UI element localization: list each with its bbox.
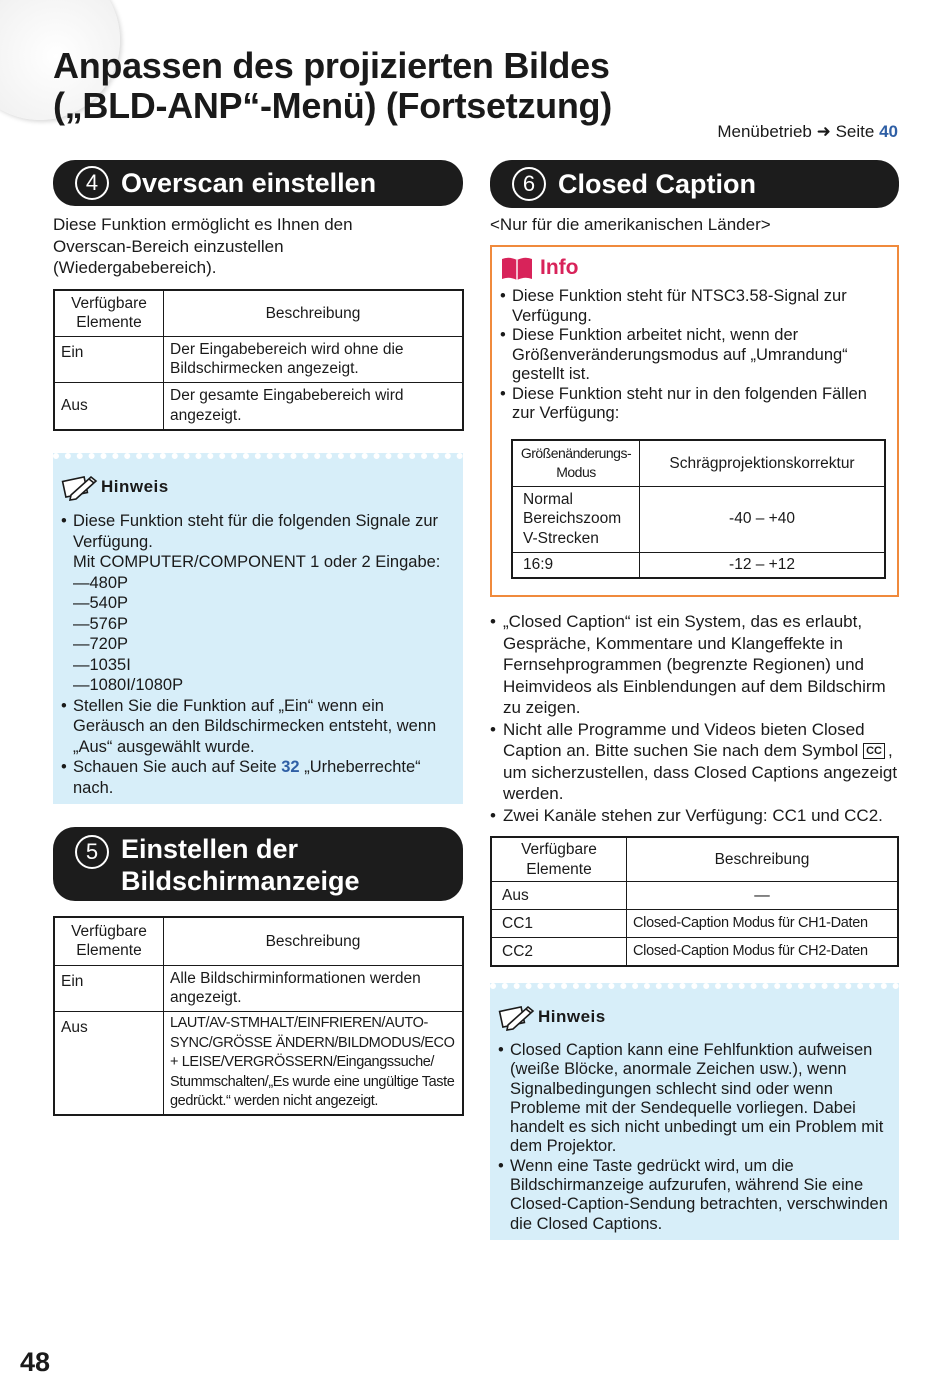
table-cell-description: Der Eingabebereich wird ohne die Bildschirmecken angezeigt. bbox=[164, 336, 464, 382]
note-text: „Urheberrechte“ nach. bbox=[73, 758, 421, 797]
info-header bbox=[500, 255, 889, 281]
section5-title-line1: Einstellen der bbox=[121, 834, 299, 864]
list-item bbox=[61, 757, 453, 798]
table-header-row bbox=[491, 837, 898, 882]
list-item bbox=[61, 511, 453, 696]
closed-caption-icon: CC bbox=[863, 743, 885, 759]
note-title: Hinweis bbox=[538, 1007, 606, 1026]
info-title: Info bbox=[540, 256, 579, 279]
menu-reference bbox=[717, 122, 898, 142]
page-title-line2: („BLD-ANP“-Menü) (Fortsetzung) bbox=[53, 85, 612, 126]
table-header-items: Verfügbare Elemente bbox=[54, 917, 164, 965]
signal-item: —720P bbox=[73, 635, 129, 653]
table-cell-item: CC2 bbox=[491, 938, 627, 966]
page-link[interactable]: 32 bbox=[281, 758, 300, 776]
table-header-description: Beschreibung bbox=[164, 917, 464, 965]
list-item: • Closed Caption kann eine Fehlfunktion aufweisen (weiße Blöcke, anormale Zeichen usw.), wenn Signalbedingungen schlecht sind oder wenn Probleme mit der Sendequelle vorliegen. Dabei handelt es sich nicht unbedingt um ein Problem mit dem Projektor. bbox=[498, 1041, 889, 1157]
section4-title: Overscan einstellen bbox=[121, 167, 377, 198]
bullet-text: Nicht alle Programme und Videos bieten Closed Caption an. Bitte suchen Sie nach dem Symbol bbox=[503, 719, 865, 760]
table-cell-item: Ein bbox=[54, 965, 164, 1011]
table-cell-description: — bbox=[627, 882, 899, 910]
table-header-items: Verfügbare Elemente bbox=[54, 290, 164, 336]
table-row bbox=[491, 910, 898, 938]
note-text: Diese Funktion steht für die folgenden Signale zur Verfügung. bbox=[73, 512, 439, 551]
section6-header bbox=[490, 160, 899, 208]
bullet-text: , um sicherzustellen, dass Closed Captions angezeigt werden. bbox=[503, 741, 898, 803]
table-cell-description: Closed-Caption Modus für CH1-Daten bbox=[627, 910, 899, 938]
table-cell-mode: 16:9 bbox=[512, 552, 640, 578]
note-box-1 bbox=[53, 453, 463, 804]
section4-intro: Diese Funktion ermöglicht es Ihnen den Overscan-Bereich einzustellen (Wiedergabebereich). bbox=[53, 215, 353, 277]
section5-header bbox=[53, 827, 463, 901]
menu-ref-page-link[interactable]: 40 bbox=[879, 122, 898, 141]
section4-table bbox=[53, 289, 464, 431]
list-item: • Wenn eine Taste gedrückt wird, um die Bildschirmanzeige aufzurufen, während Sie eine Closed-Caption-Sendung betrachten, verschwinden die Closed Captions. bbox=[498, 1157, 889, 1234]
table-cell-description: Alle Bildschirminformationen werden angezeigt. bbox=[164, 965, 464, 1011]
table-header-description: Beschreibung bbox=[627, 837, 899, 882]
table-cell-description: LAUT/AV-STMHALT/EINFRIEREN/AUTO-SYNC/GRÖSSE ÄNDERN/BILDMODUS/ECO + LEISE/VERGRÖSSERN/Eingangssuche/ Stummschalten/„Es wurde eine ungültige Taste gedrückt.“ werden nicht angezeigt. bbox=[164, 1011, 464, 1115]
note-header bbox=[498, 1003, 889, 1031]
note-text: Schauen Sie auch auf Seite bbox=[73, 758, 277, 776]
signal-item: —1035I bbox=[73, 655, 131, 674]
list-item: • Zwei Kanäle stehen zur Verfügung: CC1 und CC2. bbox=[490, 805, 899, 827]
table-header-mode: Größenänderungs-Modus bbox=[512, 440, 640, 486]
pencil-note-icon bbox=[61, 473, 99, 501]
table-cell-item: CC1 bbox=[491, 910, 627, 938]
section6-bullet-list bbox=[490, 611, 899, 826]
table-cell-description: Der gesamte Eingabebereich wird angezeigt. bbox=[164, 382, 464, 430]
table-cell-value: -40 – +40 bbox=[640, 486, 886, 552]
signal-item: —480P bbox=[73, 573, 129, 592]
table-cell-item: Aus bbox=[54, 382, 164, 430]
mode-label: V-Strecken bbox=[523, 529, 599, 547]
section4-header bbox=[53, 160, 463, 206]
page-number: 48 bbox=[20, 1347, 51, 1377]
table-header-description: Beschreibung bbox=[164, 290, 464, 336]
table-cell-item: Ein bbox=[54, 336, 164, 382]
table-header-row bbox=[54, 290, 463, 336]
info-table bbox=[511, 439, 886, 579]
page-title bbox=[53, 46, 612, 126]
info-box bbox=[490, 245, 899, 597]
menu-ref-page-label: Seite bbox=[835, 122, 875, 141]
table-row bbox=[512, 552, 885, 578]
book-icon bbox=[500, 255, 534, 281]
note-text: Mit COMPUTER/COMPONENT 1 oder 2 Eingabe: bbox=[73, 553, 441, 571]
signal-item: —1080I/1080P bbox=[73, 676, 184, 694]
list-item: • Diese Funktion steht nur in den folgenden Fällen zur Verfügung: bbox=[500, 385, 889, 424]
table-header-correction: Schrägprojektionskorrektur bbox=[640, 440, 886, 486]
pencil-note-icon bbox=[498, 1003, 536, 1031]
table-row bbox=[491, 938, 898, 966]
mode-label: Normal bbox=[523, 490, 573, 508]
section5-number: 5 bbox=[75, 835, 109, 869]
note-title: Hinweis bbox=[101, 477, 169, 496]
section5-table bbox=[53, 916, 464, 1116]
signal-item: —576P bbox=[73, 614, 129, 633]
section6-subtitle: <Nur für die amerikanischen Länder> bbox=[490, 215, 771, 234]
list-item: • „Closed Caption“ ist ein System, das es erlaubt, Gespräche, Kommentare und Klangeffekte in Fernsehprogrammen (begrenzte Regionen) und Heimvideos als Einblendungen auf dem Bildschirm zu zeigen. bbox=[490, 611, 899, 719]
table-row bbox=[54, 1011, 463, 1115]
page-title-line1: Anpassen des projizierten Bildes bbox=[53, 45, 610, 86]
table-row bbox=[54, 336, 463, 382]
note-bullet-list bbox=[498, 1041, 889, 1234]
table-row bbox=[512, 486, 885, 552]
arrow-right-icon: ➜ bbox=[816, 122, 831, 141]
section5-title bbox=[121, 833, 360, 897]
table-cell-mode bbox=[512, 486, 640, 552]
table-header-row bbox=[512, 440, 885, 486]
table-header-row bbox=[54, 917, 463, 965]
section5-title-line2: Bildschirmanzeige bbox=[121, 866, 360, 896]
signal-item: —540P bbox=[73, 594, 129, 612]
table-cell-description: Closed-Caption Modus für CH2-Daten bbox=[627, 938, 899, 966]
section6-table bbox=[490, 836, 899, 967]
table-header-items: Verfügbare Elemente bbox=[491, 837, 627, 882]
note-header bbox=[61, 473, 453, 501]
table-cell-item: Aus bbox=[491, 882, 627, 910]
table-row bbox=[54, 382, 463, 430]
table-row bbox=[491, 882, 898, 910]
table-row bbox=[54, 965, 463, 1011]
list-item: • Diese Funktion steht für NTSC3.58-Signal zur Verfügung. bbox=[500, 287, 889, 326]
table-cell-value: -12 – +12 bbox=[640, 552, 886, 578]
note-bullet-list bbox=[61, 511, 453, 798]
table-cell-item: Aus bbox=[54, 1011, 164, 1115]
note-box-2 bbox=[490, 983, 899, 1240]
section6-number: 6 bbox=[512, 167, 546, 201]
section6-title: Closed Caption bbox=[558, 168, 757, 199]
menu-ref-text: Menübetrieb bbox=[717, 122, 812, 141]
list-item: • Diese Funktion arbeitet nicht, wenn der Größenveränderungsmodus auf „Umrandung“ gestellt ist. bbox=[500, 326, 889, 385]
list-item: • Stellen Sie die Funktion auf „Ein“ wenn ein Geräusch an den Bildschirmecken entsteht, wenn „Aus“ ausgewählt wurde. bbox=[61, 696, 453, 758]
section4-number: 4 bbox=[75, 166, 109, 200]
info-bullet-list bbox=[500, 287, 889, 424]
mode-label: Bereichszoom bbox=[523, 510, 622, 528]
list-item bbox=[490, 719, 899, 805]
